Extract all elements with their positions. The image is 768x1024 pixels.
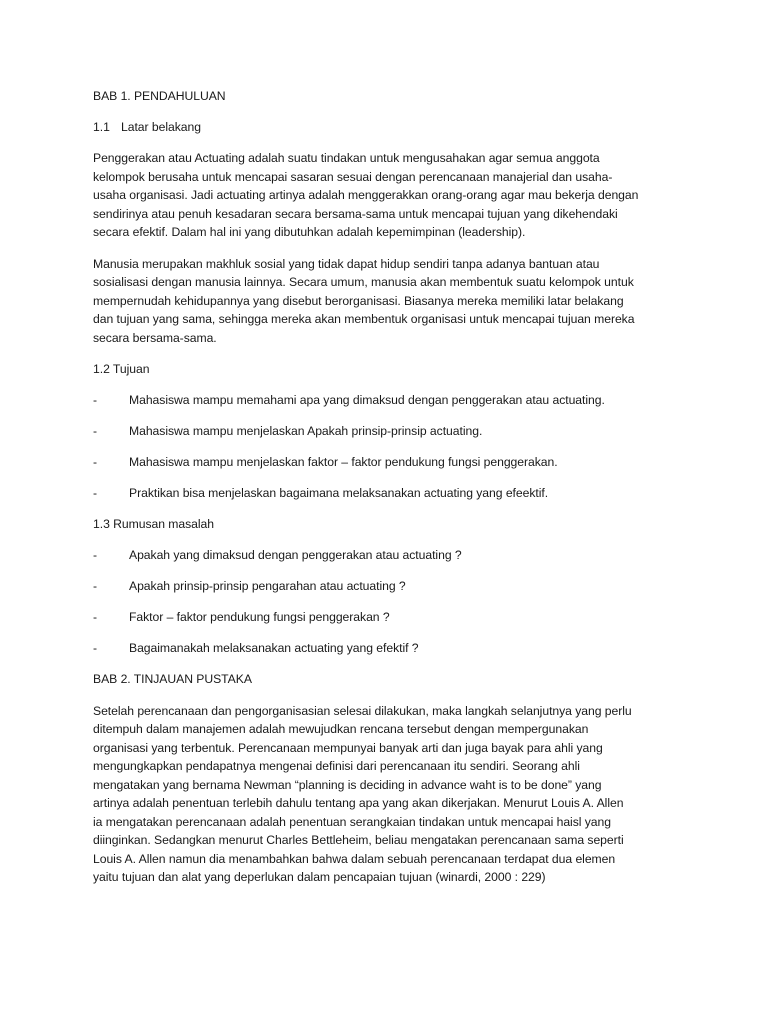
paragraph-line: secara efektif. Dalam hal ini yang dibutuhkan adalah kepemimpinan (leadership). <box>93 225 526 239</box>
paragraph-line: Setelah perencanaan dan pengorganisasian selesai dilakukan, maka langkah selanjutnya yang perlu <box>93 704 632 718</box>
paragraph-line: ditempuh dalam manajemen adalah mewujudkan rencana tersebut dengan mempergunakan <box>93 722 589 736</box>
section-1-1-number: 1.1 <box>93 120 110 134</box>
list-item-text: Mahasiswa mampu menjelaskan Apakah prinsip-prinsip actuating. <box>129 424 483 438</box>
section-1-3-heading: 1.3 Rumusan masalah <box>93 517 214 531</box>
list-item-text: Mahasiswa mampu menjelaskan faktor – faktor pendukung fungsi penggerakan. <box>129 455 558 469</box>
paragraph-line: kelompok berusaha untuk mencapai sasaran sesuai dengan perencanaan manajerial dan usaha- <box>93 170 613 184</box>
paragraph-line: Louis A. Allen namun dia menambahkan bahwa dalam sebuah perencanaan terdapat dua elemen <box>93 852 616 866</box>
paragraph-line: yaitu tujuan dan alat yang deperlukan dalam pencapaian tujuan (winardi, 2000 : 229) <box>93 870 546 884</box>
list-item-text: Apakah prinsip-prinsip pengarahan atau actuating ? <box>129 579 406 593</box>
paragraph-line: mengungkapkan pendapatnya mengenai definisi dari perencanaan itu sendiri. Seorang ahli <box>93 759 580 773</box>
paragraph-line: ia mengatakan perencanaan adalah penentuan serangkaian tindakan untuk mencapai haisl yang <box>93 815 611 829</box>
paragraph-line: artinya adalah penentuan terlebih dahulu tentang apa yang akan dikerjakan. Menurut Louis A. Allen <box>93 796 624 810</box>
bullet-dash: - <box>93 455 98 469</box>
paragraph-line: mengatakan yang bernama Newman “planning is deciding in advance waht is to be done” yang <box>93 778 602 792</box>
paragraph-line: sosialisasi dengan manusia lainnya. Secara umum, manusia akan membentuk suatu kelompok untuk <box>93 275 634 289</box>
section-1-1-title: Latar belakang <box>121 120 201 134</box>
paragraph-line: diinginkan. Sedangkan menurut Charles Bettleheim, beliau mengatakan perencanaan sama seperti <box>93 833 624 847</box>
section-1-2-heading: 1.2 Tujuan <box>93 362 150 376</box>
bullet-dash: - <box>93 579 98 593</box>
list-item-text: Mahasiswa mampu memahami apa yang dimaksud dengan penggerakan atau actuating. <box>129 393 605 407</box>
bab2-heading: BAB 2. TINJAUAN PUSTAKA <box>93 672 252 686</box>
list-item-text: Bagaimanakah melaksanakan actuating yang efektif ? <box>129 641 419 655</box>
bullet-dash: - <box>93 486 98 500</box>
bab1-heading: BAB 1. PENDAHULUAN <box>93 89 226 103</box>
bullet-dash: - <box>93 548 98 562</box>
list-item-text: Faktor – faktor pendukung fungsi penggerakan ? <box>129 610 390 624</box>
paragraph-line: mempernudah kehidupannya yang disebut berorganisasi. Biasanya mereka memiliki latar belakang <box>93 294 624 308</box>
bullet-dash: - <box>93 610 98 624</box>
section-1-1-heading <box>93 119 201 135</box>
paragraph-line: Penggerakan atau Actuating adalah suatu tindakan untuk mengusahakan agar semua anggota <box>93 151 600 165</box>
bullet-dash: - <box>93 641 98 655</box>
paragraph-line: organisasi yang terbentuk. Perencanaan mempunyai banyak arti dan juga bayak para ahli yang <box>93 741 603 755</box>
paragraph-line: Manusia merupakan makhluk sosial yang tidak dapat hidup sendiri tanpa adanya bantuan atau <box>93 257 600 271</box>
paragraph-line: usaha organisasi. Jadi actuating artinya adalah menggerakkan orang-orang agar mau bekerja dengan <box>93 188 639 202</box>
list-item-text: Praktikan bisa menjelaskan bagaimana melaksanakan actuating yang efeektif. <box>129 486 549 500</box>
paragraph-line: secara bersama-sama. <box>93 331 217 345</box>
list-item-text: Apakah yang dimaksud dengan penggerakan atau actuating ? <box>129 548 462 562</box>
bullet-dash: - <box>93 393 98 407</box>
paragraph-line: sendirinya atau penuh kesadaran secara bersama-sama untuk mencapai tujuan yang dikehendaki <box>93 207 618 221</box>
bullet-dash: - <box>93 424 98 438</box>
paragraph-line: dan tujuan yang sama, sehingga mereka akan membentuk organisasi untuk mencapai tujuan mereka <box>93 312 635 326</box>
